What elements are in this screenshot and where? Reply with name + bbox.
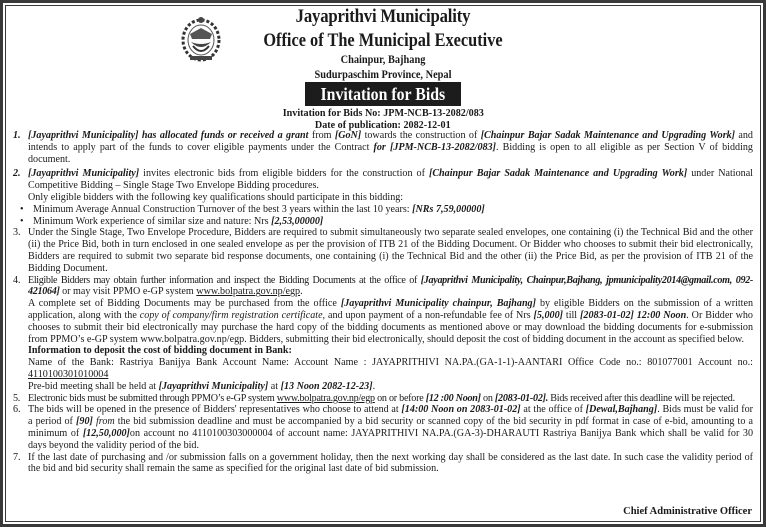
clause-text: , and upon payment of a non-refundable fee of Nrs [322, 309, 534, 321]
validity-days: [90] [76, 416, 93, 428]
clause-text: [GoN] [334, 130, 362, 141]
clause-text: Bids received after this deadline will be rejected. [548, 392, 735, 404]
qualification-text: Minimum Work experience of similar size and nature: Nrs [33, 215, 272, 227]
clause-text: at [268, 380, 281, 392]
clause-2 [13, 168, 753, 203]
clause-number: 6. [13, 404, 21, 416]
clause-text: A complete set of Bidding Documents may be purchased from the office [28, 298, 341, 310]
clause-number: 2. [13, 168, 21, 180]
purchase-office: [Jayaprithvi Municipality chainpur, Bajhang] [340, 298, 536, 310]
purchase-deadline: [2083-01-02] 12:00 Noon [580, 309, 687, 321]
bullet-icon: • [20, 215, 24, 227]
clause-number: 5. [13, 392, 21, 404]
clause-text: . Bids must be valid for a period of [28, 404, 753, 428]
clause-text: invites electronic bids from eligible bidders for the construction of [139, 168, 429, 180]
clause-text: . Or Bidder who chooses to submit their bid electronically may purchase the hard copy of the bidding documents as mentioned above or may download the bidding documents for e-submission from PPMO’s e-GP system www.bolpatra.gov.np/egp. Bidders, submitting their bid electronically, should deposit the cost of bidding document in the account as specified below. [28, 309, 753, 345]
contract-number: for [JPM-NCB-13-2082/083] [373, 141, 496, 153]
office-contact: [Jayaprithvi Municipality, Chainpur,Bajhang, jpmunicipality2014@gmail.com, 092-421064] [28, 274, 753, 298]
ifb-number-text: Invitation for Bids No: JPM-NCB-13-2082/083 [282, 107, 484, 119]
clause-text: towards the construction of [361, 130, 481, 141]
document-fee: [5,000] [533, 309, 563, 321]
qualification-bullet [13, 204, 753, 216]
account-number: 4110100301010004 [28, 368, 109, 380]
clause-text: Under the Single Stage, Two Envelope Procedure, Bidders are required to submit simultaneously two separate sealed envelopes, one containing (i) the Technical Bid and the other (ii) the Price Bid, both in turn enclosed in one sealed envelope as per the provision of ITB 21 of the Bidding Document. Or Bidder who chooses to submit their bid electronically, Bidders are required to submit two separate bid response documents, one containing (i) the Technical Bid and the other (ii) the Price Bid, as per the provision of ITB 21 of the Bidding Document. [28, 227, 753, 274]
clause-text: [Jayaprithvi Municipality] [28, 168, 140, 180]
bullet-icon: • [20, 203, 24, 215]
bid-security-amount: [12,50,000] [82, 427, 130, 439]
qualification-text: Minimum Average Annual Construction Turnover of the best 3 years within the last 10 years: [33, 203, 413, 215]
experience-value: [2,53,00000] [271, 215, 324, 227]
opening-time: [14:00 Noon on 2083-01-02] [401, 404, 521, 416]
publication-date-text: Date of publication: 2082-12-01 [315, 119, 451, 131]
submission-time: [12 :00 Noon] [425, 392, 481, 404]
ifb-number [0, 107, 766, 119]
prebid-date: [13 Noon 2082-12-23] [280, 380, 373, 392]
clause-text: at the office of [520, 404, 586, 416]
qualification-bullet [13, 216, 753, 228]
clause-text: and intends to apply part of the funds to cover eligible payments under the Contract [28, 130, 753, 153]
clause-3 [13, 227, 753, 274]
clause-5 [13, 393, 753, 405]
clause-text: . Bidding is open to all eligible as per Section V of bidding document. [28, 141, 753, 165]
signatory: Chief Administrative Officer [623, 506, 752, 517]
clause-text: or may visit PPMO e-GP system [59, 286, 197, 298]
qualification-intro: Only eligible bidders with the following key qualifications should participate in this bidding: [28, 191, 404, 203]
clause-text: by eligible Bidders on the submission of a written application, along with the [28, 298, 754, 321]
egp-link[interactable]: www.bolpatra.gov.np/egp [276, 392, 375, 404]
address-line-1: Chainpur, Bajhang [340, 54, 426, 66]
clause-text: Eligible Bidders may obtain further information and inspect the Bidding Documents at the office of [28, 274, 421, 286]
clause-text: on account no 4110100303000004 of account name: JAYAPRITHIVI NA.PA.(GA-3)-DHARAUTI Rastriya Banijya Bank which shall be valid for 30 days beyond the validity period of the bid. [28, 427, 753, 451]
clause-text: The bids will be opened in the presence of Bidders' representatives who choose to attend at [28, 404, 402, 416]
clause-text: on [480, 392, 495, 404]
clause-text: till [562, 309, 581, 321]
clause-text: from [308, 130, 335, 141]
clause-7 [13, 452, 753, 476]
bank-info-heading: Information to deposit the cost of bidding document in Bank: [28, 345, 292, 357]
clause-6 [13, 404, 753, 451]
notice-body [13, 130, 753, 475]
address-line-2: Sudurpaschim Province, Nepal [314, 69, 452, 81]
clause-text: [Jayaprithvi Municipality] has allocated funds or received a grant [28, 130, 309, 141]
title-banner [305, 82, 461, 106]
clause-text: under National Competitive Bidding – Single Stage Two Envelope Bidding procedures. [28, 168, 753, 192]
project-name: [Chainpur Bajar Sadak Maintenance and Upgrading Work] [480, 130, 736, 141]
project-name: [Chainpur Bajar Sadak Maintenance and Upgrading Work] [428, 168, 688, 180]
opening-venue: [Dewal,Bajhang] [585, 404, 658, 416]
municipality-name: Jayaprithvi Municipality [295, 6, 471, 27]
clause-text: If the last date of purchasing and /or submission falls on a government holiday, then the next working day shall be considered as the last date. In such case the validity period of the bid and bid security shall remain the same as specified for the original last date of bid submission. [28, 451, 753, 475]
clause-1 [13, 130, 753, 165]
clause-number: 3. [13, 227, 21, 239]
submission-date: [2083-01-02]. [494, 392, 549, 404]
egp-link[interactable]: www.bolpatra.gov.np/egp [196, 286, 301, 298]
clause-text: Electronic bids must be submitted through PPMO’s e-GP system [28, 392, 277, 404]
clause-4 [13, 275, 753, 393]
clause-number: 7. [13, 451, 21, 463]
clause-text: . [300, 286, 303, 298]
prebid-venue: [Jayaprithvi Municipality] [158, 380, 269, 392]
clause-text: Pre-bid meeting shall be held at [28, 380, 159, 392]
bank-details: Name of the Bank: Rastriya Banijya Bank Account Name: Account Name : JAYAPRITHIVI NA.PA.(GA-1-1)-AANTARI Office Code no.: 801077001 Account no.: [28, 357, 753, 369]
clause-text: on or before [374, 392, 426, 404]
clause-text: from [92, 416, 115, 428]
clause-text: the bid submission deadline and must be accompanied by a bid security or scanned copy of the bid security in pdf format in case of e-bid, amounting to a minimum of [28, 416, 754, 439]
clause-number: 1. [13, 130, 21, 141]
office-name: Office of The Municipal Executive [263, 30, 503, 51]
clause-number: 4. [13, 274, 21, 286]
clause-text: . [372, 380, 376, 392]
turnover-value: [NRs 7,59,00000] [412, 203, 485, 215]
banner-text: Invitation for Bids [320, 84, 446, 104]
required-document: copy of company/firm registration certificate [139, 309, 323, 321]
